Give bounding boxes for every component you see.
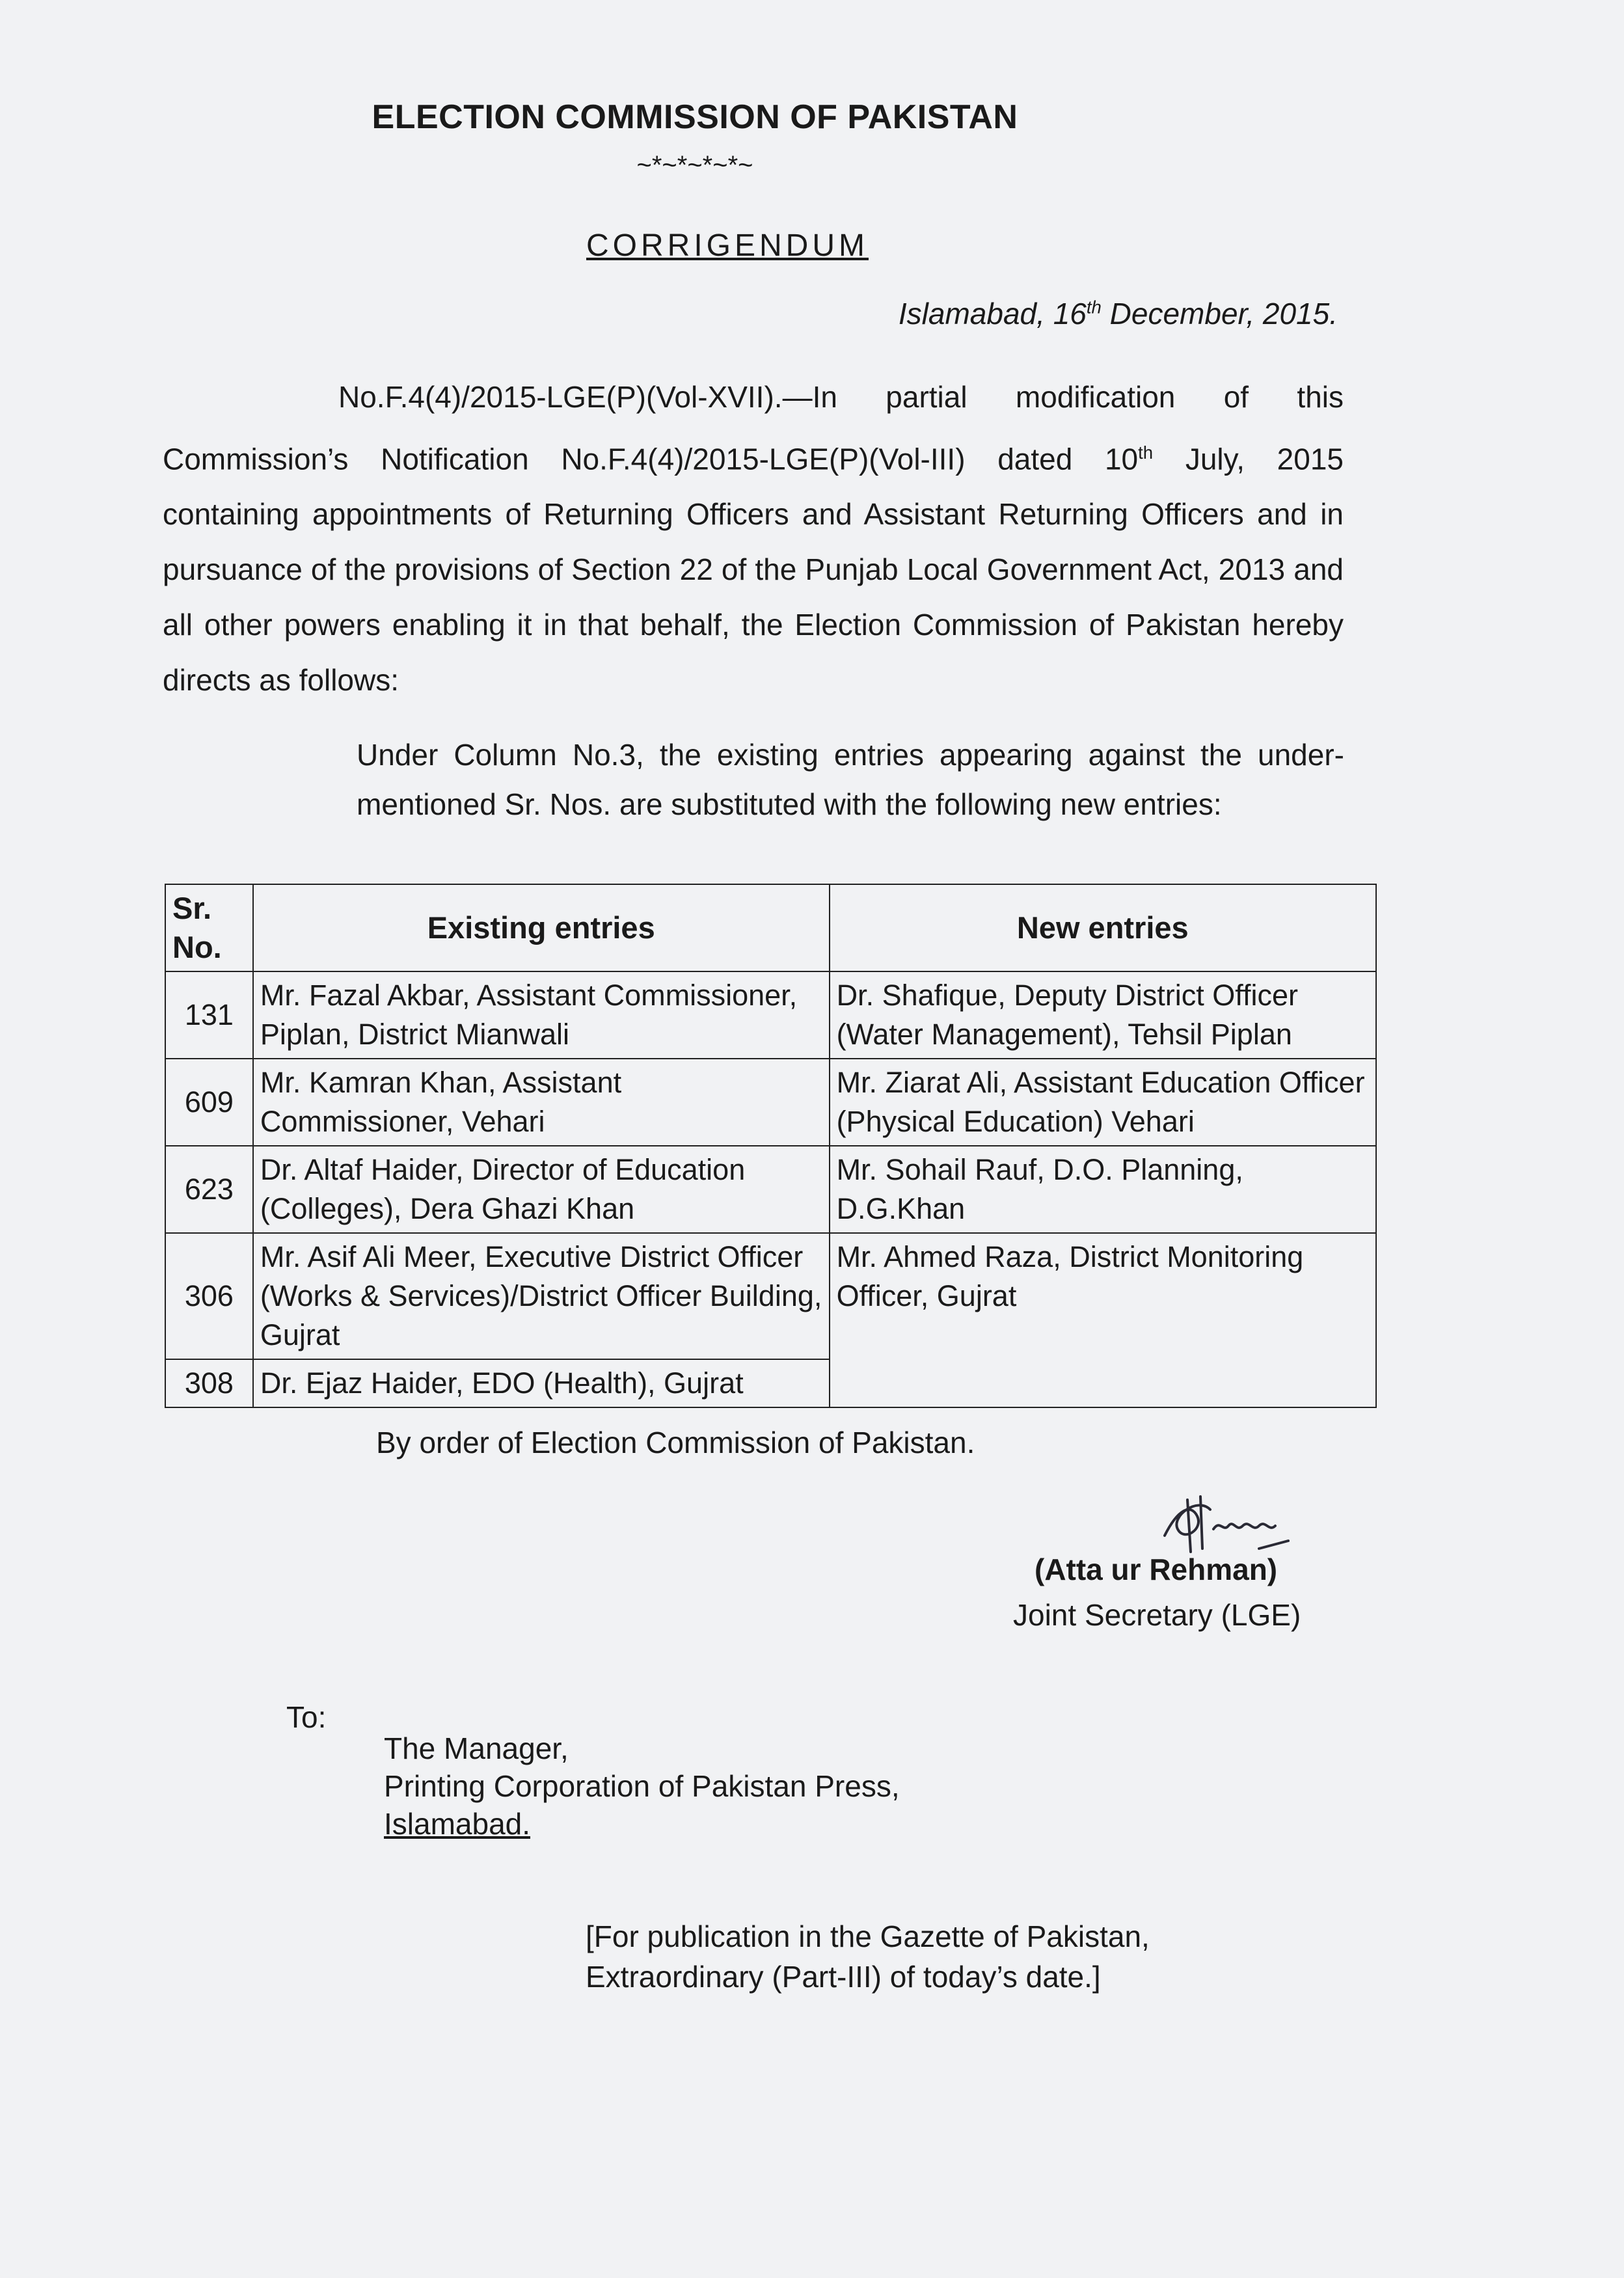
entries-table — [165, 884, 1377, 1408]
to-label: To: — [286, 1700, 327, 1734]
recipient-city: Islamabad. — [384, 1807, 531, 1841]
sr-no-cell: 609 — [165, 1059, 253, 1146]
table-row — [165, 1233, 1376, 1359]
table-row — [165, 1059, 1376, 1146]
organization-heading: ELECTION COMMISSION OF PAKISTAN — [372, 98, 1018, 136]
existing-entry-cell: Dr. Ejaz Haider, EDO (Health), Gujrat — [253, 1359, 830, 1407]
header-sr-no: Sr. No. — [165, 884, 253, 971]
recipient-address — [384, 1729, 900, 1843]
table-header-row — [165, 884, 1376, 971]
instruction-paragraph: Under Column No.3, the existing entries appearing against the under-mentioned Sr. Nos. are substituted with the following new entries: — [357, 738, 1344, 821]
publication-note-line: Extraordinary (Part-III) of today’s date.] — [586, 1960, 1101, 1994]
recipient-line: Printing Corporation of Pakistan Press, — [384, 1769, 900, 1803]
by-order-line: By order of Election Commission of Pakistan. — [376, 1426, 975, 1459]
publication-note-line: [For publication in the Gazette of Pakistan, — [586, 1919, 1150, 1953]
notification-number: No.F.4(4)/2015-LGE(P)(Vol-XVII). — [338, 380, 783, 414]
existing-entry-cell: Mr. Asif Ali Meer, Executive District Officer (Works & Services)/District Officer Building, Gujrat — [253, 1233, 830, 1359]
new-entry-cell: Mr. Ziarat Ali, Assistant Education Officer (Physical Education) Vehari — [830, 1059, 1376, 1146]
header-new-entries: New entries — [830, 884, 1376, 971]
existing-entry-cell: Mr. Kamran Khan, Assistant Commissioner, Vehari — [253, 1059, 830, 1146]
signatory-name: (Atta ur Rehman) — [1035, 1553, 1278, 1586]
table-row — [165, 971, 1376, 1059]
dateline: Islamabad, 16th December, 2015. — [898, 297, 1338, 331]
new-entry-cell: Mr. Sohail Rauf, D.O. Planning, D.G.Khan — [830, 1146, 1376, 1233]
sr-no-cell: 308 — [165, 1359, 253, 1407]
recipient-line: The Manager, — [384, 1731, 569, 1765]
header-existing-entries: Existing entries — [253, 884, 830, 971]
new-entry-cell: Dr. Shafique, Deputy District Officer (Water Management), Tehsil Piplan — [830, 971, 1376, 1059]
sr-no-cell: 306 — [165, 1233, 253, 1359]
signatory-title: Joint Secretary (LGE) — [1013, 1598, 1301, 1632]
sr-no-cell: 623 — [165, 1146, 253, 1233]
ornament-divider: ~*~*~*~*~ — [636, 151, 753, 180]
existing-entry-cell: Mr. Fazal Akbar, Assistant Commissioner, Piplan, District Mianwali — [253, 971, 830, 1059]
table-row — [165, 1146, 1376, 1233]
existing-entry-cell: Dr. Altaf Haider, Director of Education (Colleges), Dera Ghazi Khan — [253, 1146, 830, 1233]
notification-paragraph: No.F.4(4)/2015-LGE(P)(Vol-XVII).—In partial modification of this Commission’s Notification No.F.4(4)/2015-LGE(P)(Vol-III) dated 10th July, 2015 containing appointments of Returning Officers and Assistant Returning Officers and in pursuance of the provisions of Section 22 of the Punjab Local Government Act, 2013 and all other powers enabling it in that behalf, the Election Commission of Pakistan hereby directs as follows: — [163, 380, 1344, 698]
document-title: CORRIGENDUM — [586, 228, 869, 263]
sr-no-cell: 131 — [165, 971, 253, 1059]
new-entry-cell: Mr. Ahmed Raza, District Monitoring Officer, Gujrat — [830, 1233, 1376, 1407]
publication-note — [586, 1916, 1150, 1997]
